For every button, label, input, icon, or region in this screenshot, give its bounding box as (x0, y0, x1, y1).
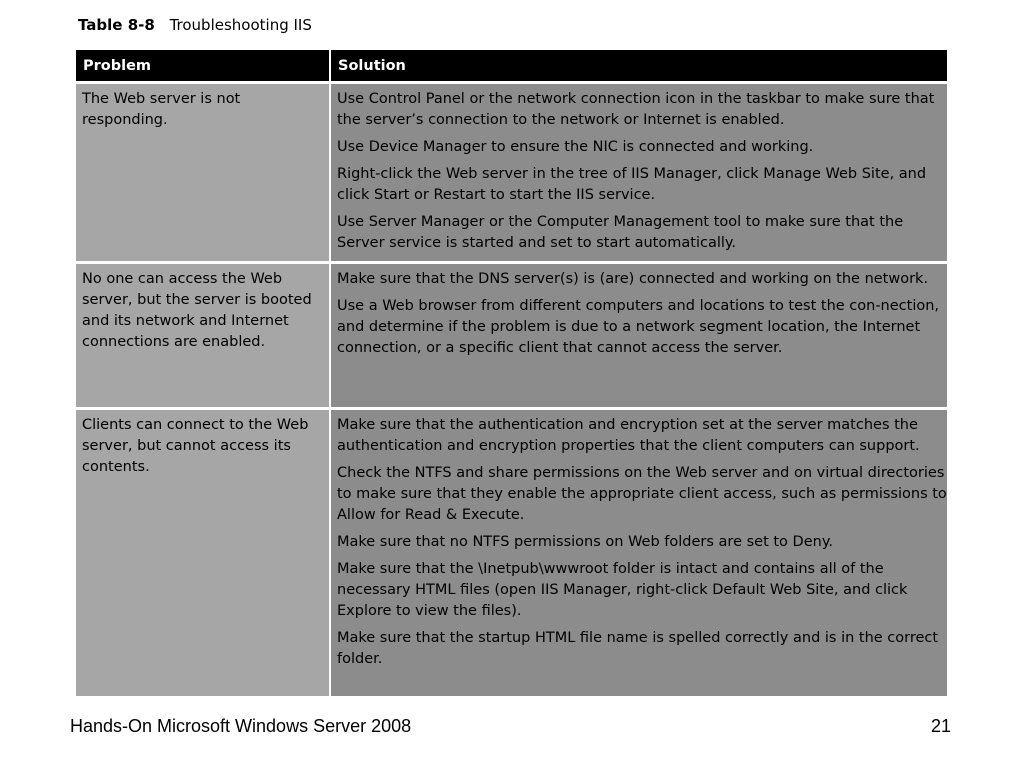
solution-cell (331, 264, 947, 407)
solution-cell (331, 84, 947, 261)
table-caption (78, 16, 312, 34)
table-header-row (76, 50, 947, 81)
table-number: Table 8-8 (78, 16, 155, 34)
solution-item: Make sure that the authentication and encryption set at the server matches the authentication and encryption properties that the client computers can support. (337, 417, 920, 454)
solution-item: Use Device Manager to ensure the NIC is connected and working. (337, 139, 814, 155)
solution-cell (331, 410, 947, 696)
header-solution: Solution (331, 50, 947, 81)
footer-page-number: 21 (930, 716, 951, 736)
table-row (76, 410, 947, 696)
troubleshooting-table (76, 50, 947, 696)
footer-book-title: Hands-On Microsoft Windows Server 2008 (70, 716, 412, 736)
header-problem: Problem (76, 50, 329, 81)
solution-item: Make sure that the \Inetpub\wwwroot folder is intact and contains all of the necessary HTML files (open IIS Manager, right-click Default Web Site, and click Explore to view the files). (337, 561, 908, 619)
solution-item: Make sure that the DNS server(s) is (are) connected and working on the network. (337, 271, 929, 287)
solution-item: Use Control Panel or the network connection icon in the taskbar to make sure that the server’s connection to the network or Internet is enabled. (337, 91, 935, 128)
solution-item: Check the NTFS and share permissions on the Web server and on virtual directories to make sure that they enable the appropriate client access, such as permissions to Allow for Read & Execute. (337, 465, 947, 523)
problem-cell: Clients can connect to the Web server, but cannot access its contents. (76, 410, 329, 696)
problem-cell: The Web server is not responding. (76, 84, 329, 261)
table-row (76, 84, 947, 261)
solution-item: Right-click the Web server in the tree of IIS Manager, click Manage Web Site, and click Start or Restart to start the IIS service. (337, 166, 927, 203)
solution-item: Use a Web browser from different computers and locations to test the con-nection, and determine if the problem is due to a network segment location, the Internet connection, or a specific client that cannot access the server. (337, 298, 940, 356)
solution-item: Make sure that no NTFS permissions on Web folders are set to Deny. (337, 534, 833, 550)
table-title: Troubleshooting IIS (169, 16, 312, 34)
solution-item: Make sure that the startup HTML file name is spelled correctly and is in the correct folder. (337, 630, 939, 667)
problem-cell: No one can access the Web server, but the server is booted and its network and Internet connections are enabled. (76, 264, 329, 407)
table-row (76, 264, 947, 407)
solution-item: Use Server Manager or the Computer Management tool to make sure that the Server service is started and set to start automatically. (337, 214, 904, 251)
